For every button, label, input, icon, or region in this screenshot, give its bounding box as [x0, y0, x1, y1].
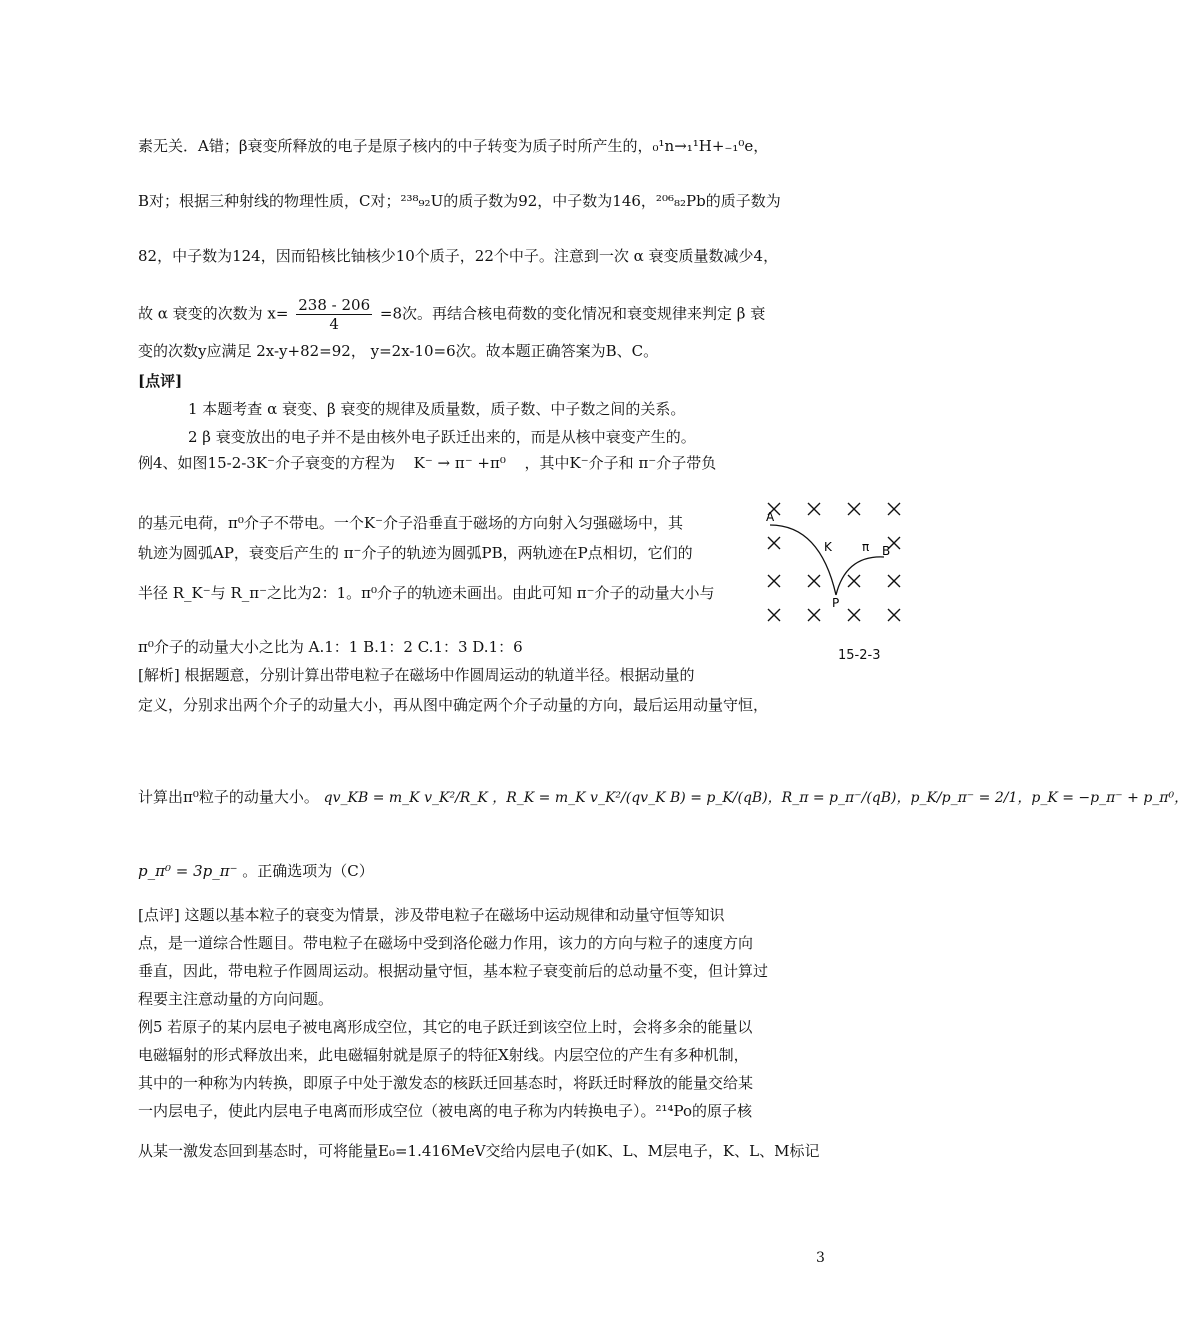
- text-line: 素无关．A错；β衰变所释放的电子是原子核内的中子转变为质子时所产生的，₀¹n→₁¹H+₋₁⁰e，: [138, 137, 769, 155]
- text-line: 垂直，因此，带电粒子作圆周运动。根据动量守恒，基本粒子衰变前后的总动量不变，但计算过: [138, 962, 769, 980]
- section-label: [点评]: [138, 372, 183, 390]
- text-line: 例5 若原子的某内层电子被电离形成空位，其它的电子跃迁到该空位上时，会将多余的能量以: [138, 1018, 753, 1036]
- text-line: 其中的一种称为内转换，即原子中处于激发态的核跃迁回基态时，将跃迁时释放的能量交给某: [138, 1074, 754, 1092]
- label-pi: π: [862, 540, 870, 554]
- text-line: 程要主注意动量的方向问题。: [138, 990, 334, 1008]
- text-line: 的基元电荷，π⁰介子不带电。一个K⁻介子沿垂直于磁场的方向射入匀强磁场中，其: [138, 514, 683, 532]
- text-line: 2 β 衰变放出的电子并不是由核外电子跃迁出来的，而是从核中衰变产生的。: [188, 428, 696, 446]
- text-line: 半径 R_K⁻与 R_π⁻之比为2：1。π⁰介子的轨迹未画出。由此可知 π⁻介子的动量大小与: [138, 584, 715, 602]
- text-line: [解析] 根据题意，分别计算出带电粒子在磁场中作圆周运动的轨道半径。根据动量的: [138, 666, 695, 684]
- text-line: B对；根据三种射线的物理性质，C对；²³⁸₉₂U的质子数为92，中子数为146，²⁰⁶₈₂Pb的质子数为: [138, 192, 781, 210]
- text-line: 故 α 衰变的次数为 x= $\frac{238 - 206}{4}$ =8次。再结合核电荷数的变化情况和衰变规律来判定 β 衰: [138, 296, 766, 333]
- label-k: K: [824, 540, 832, 554]
- figure-caption: 15-2-3: [838, 648, 881, 663]
- text-line: 定义，分别求出两个介子的动量大小，再从图中确定两个介子动量的方向，最后运用动量守恒，: [138, 696, 769, 714]
- text-line: 1 本题考查 α 衰变、β 衰变的规律及质量数，质子数、中子数之间的关系。: [188, 400, 686, 418]
- formula-result-line: p_π⁰ = 3p_π⁻ 。正确选项为（C）: [138, 862, 374, 880]
- text-line: [点评] 这题以基本粒子的衰变为情景，涉及带电粒子在磁场中运动规律和动量守恒等知识: [138, 906, 725, 924]
- text-line: 82，中子数为124，因而铅核比铀核少10个质子，22个中子。注意到一次 α 衰变质量数减少4，: [138, 247, 779, 265]
- label-p: P: [832, 596, 840, 610]
- text-line: 一内层电子，使此内层电子电离而形成空位（被电离的电子称为内转换电子）。²¹⁴Po的原子核: [138, 1102, 753, 1120]
- formula-line: 计算出π⁰粒子的动量大小。 qv_KB = m_K v_K²/R_K ，R_K = m_K v_K²/(qv_K B) = p_K/(qB)，R_π = p_π⁻/(qB)，p_K/p_π⁻ = 2/1，p_K = −p_π⁻ + p_π⁰，: [138, 788, 1188, 806]
- text-line: 变的次数y应满足 2x-y+82=92， y=2x-10=6次。故本题正确答案为B、C。: [138, 342, 659, 360]
- label-a: A: [766, 510, 775, 524]
- text-line: 轨迹为圆弧AP，衰变后产生的 π⁻介子的轨迹为圆弧PB，两轨迹在P点相切，它们的: [138, 544, 693, 562]
- text-line: π⁰介子的动量大小之比为 A.1：1 B.1：2 C.1：3 D.1：6: [138, 638, 523, 656]
- text-line: 电磁辐射的形式释放出来，此电磁辐射就是原子的特征X射线。内层空位的产生有多种机制，: [138, 1046, 749, 1064]
- text-line: 从某一激发态回到基态时，可将能量E₀=1.416MeV交给内层电子(如K、L、M层电子，K、L、M标记: [138, 1142, 820, 1160]
- k-trajectory-arc: [770, 525, 836, 595]
- label-b: B: [882, 544, 891, 558]
- example-4-line: 例4、如图15-2-3K⁻介子衰变的方程为 K⁻ → π⁻ +π⁰ ，其中K⁻介子和 π⁻介子带负: [138, 454, 717, 472]
- page-number: 3: [816, 1250, 825, 1266]
- text-line: 点，是一道综合性题目。带电粒子在磁场中受到洛伦磁力作用，该力的方向与粒子的速度方向: [138, 934, 754, 952]
- fraction: $\frac{238 - 206}{4}$: [298, 296, 371, 333]
